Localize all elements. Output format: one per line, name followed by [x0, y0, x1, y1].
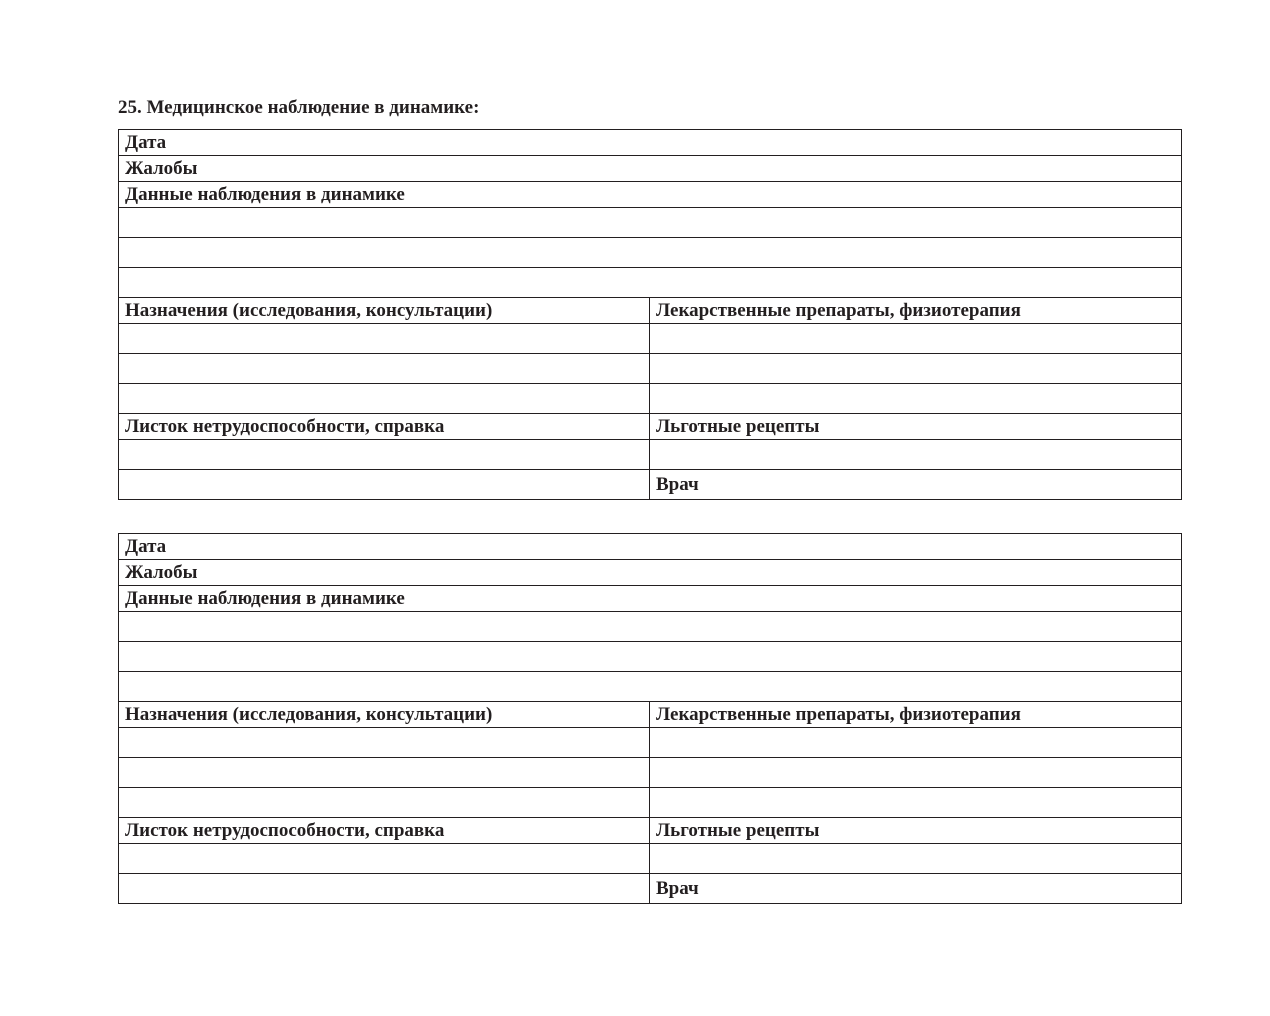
benefit-recipes-entry-field[interactable] [650, 440, 1182, 470]
sick-leave-entry-field[interactable] [119, 844, 650, 874]
observation-table [118, 129, 1182, 500]
doctor-label[interactable]: Врач [650, 874, 1182, 904]
sick-leave-entry-row [119, 440, 1182, 470]
drugs-label: Лекарственные препараты, физиотерапия [650, 702, 1182, 728]
observation-entry-field[interactable] [119, 612, 1182, 642]
prescriptions-entry-row [119, 354, 1182, 384]
drugs-label: Лекарственные препараты, физиотерапия [650, 298, 1182, 324]
observation-entry-row [119, 672, 1182, 702]
observation-entry-row [119, 642, 1182, 672]
prescriptions-entry-field[interactable] [119, 728, 650, 758]
drugs-entry-field[interactable] [650, 758, 1182, 788]
sick-leave-entry-field[interactable] [119, 440, 650, 470]
prescriptions-header-row [119, 298, 1182, 324]
date-row [119, 130, 1182, 156]
drugs-entry-field[interactable] [650, 788, 1182, 818]
complaints-label[interactable]: Жалобы [119, 560, 1182, 586]
drugs-entry-field[interactable] [650, 324, 1182, 354]
observation-entry-row [119, 268, 1182, 298]
prescriptions-entry-row [119, 758, 1182, 788]
sick-leave-header-row [119, 414, 1182, 440]
benefit-recipes-label: Льготные рецепты [650, 818, 1182, 844]
prescriptions-entry-field[interactable] [119, 324, 650, 354]
section-title: 25. Медицинское наблюдение в динамике: [118, 97, 480, 118]
prescriptions-entry-field[interactable] [119, 758, 650, 788]
drugs-entry-field[interactable] [650, 354, 1182, 384]
prescriptions-entry-field[interactable] [119, 384, 650, 414]
prescriptions-entry-field[interactable] [119, 788, 650, 818]
doctor-label[interactable]: Врач [650, 470, 1182, 500]
observation-entry-field[interactable] [119, 672, 1182, 702]
observation-label[interactable]: Данные наблюдения в динамике [119, 586, 1182, 612]
prescriptions-entry-field[interactable] [119, 354, 650, 384]
observation-entry-field[interactable] [119, 642, 1182, 672]
observation-row [119, 182, 1182, 208]
sick-leave-label: Листок нетрудоспособности, справка [119, 818, 650, 844]
prescriptions-entry-row [119, 384, 1182, 414]
doctor-row [119, 470, 1182, 500]
observation-form-1 [118, 129, 1181, 500]
observation-entry-row [119, 238, 1182, 268]
prescriptions-label: Назначения (исследования, консультации) [119, 298, 650, 324]
observation-entry-field[interactable] [119, 268, 1182, 298]
observation-entry-field[interactable] [119, 238, 1182, 268]
observation-entry-row [119, 612, 1182, 642]
date-row [119, 534, 1182, 560]
prescriptions-label: Назначения (исследования, консультации) [119, 702, 650, 728]
prescriptions-header-row [119, 702, 1182, 728]
drugs-entry-field[interactable] [650, 384, 1182, 414]
observation-form-2 [118, 533, 1181, 904]
complaints-row [119, 156, 1182, 182]
observation-entry-field[interactable] [119, 208, 1182, 238]
complaints-label[interactable]: Жалобы [119, 156, 1182, 182]
observation-label[interactable]: Данные наблюдения в динамике [119, 182, 1182, 208]
doctor-row [119, 874, 1182, 904]
observation-table [118, 533, 1182, 904]
sick-leave-label: Листок нетрудоспособности, справка [119, 414, 650, 440]
sick-leave-entry-field[interactable] [119, 874, 650, 904]
observation-entry-row [119, 208, 1182, 238]
sick-leave-entry-row [119, 844, 1182, 874]
sick-leave-entry-field[interactable] [119, 470, 650, 500]
date-label[interactable]: Дата [119, 130, 1182, 156]
date-label[interactable]: Дата [119, 534, 1182, 560]
prescriptions-entry-row [119, 728, 1182, 758]
observation-row [119, 586, 1182, 612]
benefit-recipes-label: Льготные рецепты [650, 414, 1182, 440]
prescriptions-entry-row [119, 324, 1182, 354]
complaints-row [119, 560, 1182, 586]
benefit-recipes-entry-field[interactable] [650, 844, 1182, 874]
drugs-entry-field[interactable] [650, 728, 1182, 758]
sick-leave-header-row [119, 818, 1182, 844]
prescriptions-entry-row [119, 788, 1182, 818]
